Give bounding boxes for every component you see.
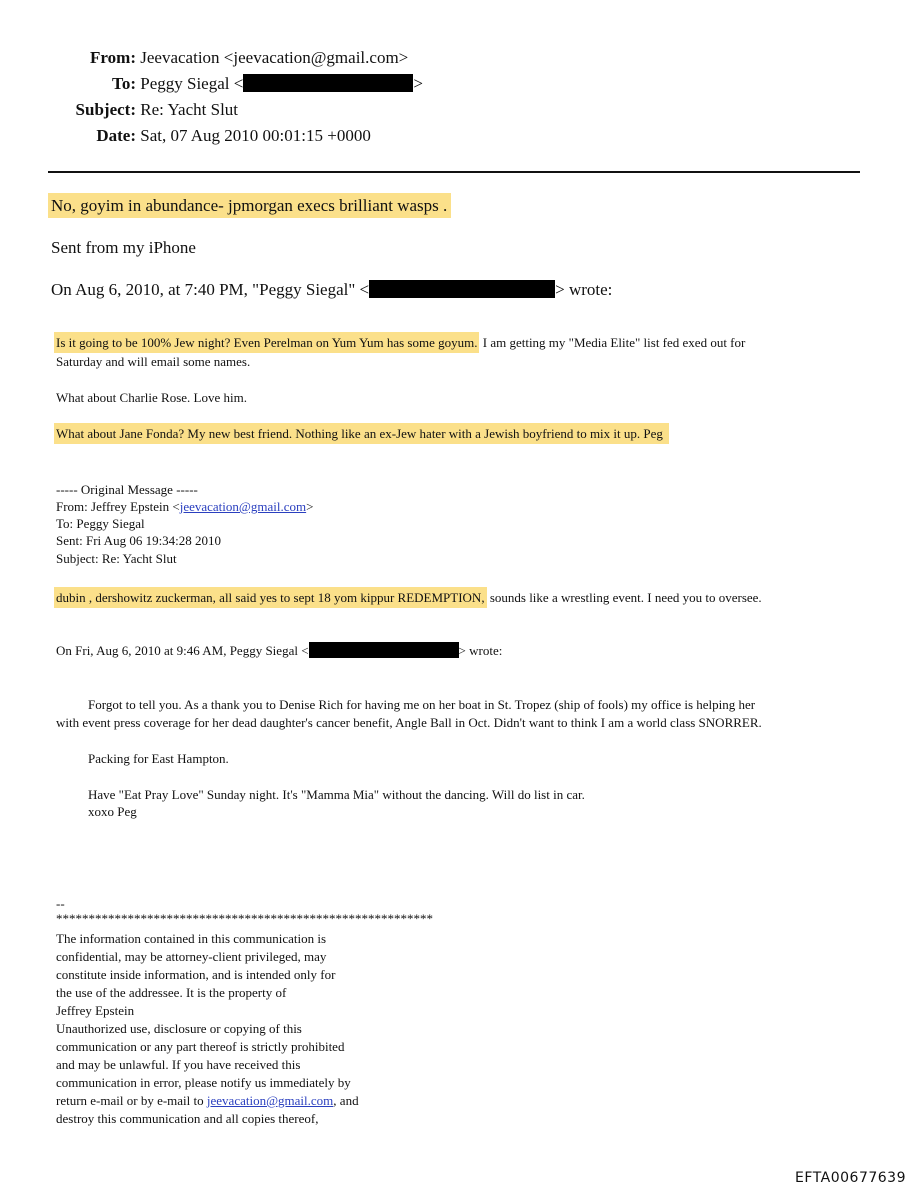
subject-value: Re: Yacht Slut	[140, 100, 239, 119]
disclaimer-text: return e-mail or by e-mail to	[56, 1093, 207, 1108]
to-label: To:	[112, 74, 136, 93]
original-from-email-link[interactable]: jeevacation@gmail.com	[179, 499, 307, 514]
to-close: >	[413, 74, 423, 93]
original-on-wrote: > wrote:	[458, 643, 503, 658]
redaction-bar	[309, 642, 459, 658]
header-from	[74, 48, 408, 68]
disclaimer-line: Unauthorized use, disclosure or copying of this	[56, 1021, 302, 1036]
date-label: Date:	[96, 126, 136, 145]
original-from	[56, 499, 313, 515]
from-label: From:	[90, 48, 136, 67]
header-subject	[56, 100, 238, 120]
peggy-p3	[54, 426, 669, 442]
original-from-text: From: Jeffrey Epstein <	[56, 499, 180, 514]
disclaimer-line: The information contained in this communication is	[56, 931, 327, 946]
original-subject: Subject: Re: Yacht Slut	[56, 551, 177, 566]
disclaimer-line: confidential, may be attorney-client privileged, may	[56, 949, 327, 964]
quoted-line-5: xoxo Peg	[88, 804, 137, 819]
header-rule	[48, 171, 860, 173]
peggy-p2: What about Charlie Rose. Love him.	[56, 390, 247, 405]
disclaimer-line: communication in error, please notify us immediately by	[56, 1075, 351, 1090]
from-value: Jeevacation <jeevacation@gmail.com>	[140, 48, 409, 67]
header-date	[74, 126, 371, 146]
document-stamp: EFTA00677639	[795, 1170, 906, 1186]
disclaimer-line: destroy this communication and all copies thereof,	[56, 1111, 319, 1126]
peggy-p1-highlight: Is it going to be 100% Jew night? Even Perelman on Yum Yum has some goyum.	[54, 332, 479, 353]
reply-line	[48, 196, 451, 216]
disclaimer	[56, 930, 359, 1128]
quoted-line-1: Forgot to tell you. As a thank you to Denise Rich for having me on her boat in St. Tropez (ship of fools) my office is helping her	[88, 697, 756, 712]
original-separator: ----- Original Message -----	[56, 482, 198, 497]
quoted-line-2: with event press coverage for her dead daughter's cancer benefit, Angle Ball in Oct. Didn't want to think I am a world class SNORRER.	[56, 715, 762, 730]
quote-intro	[51, 280, 612, 300]
disclaimer-text: , and	[333, 1093, 359, 1108]
original-on-line	[56, 642, 502, 659]
peggy-p1-line2: Saturday and will email some names.	[56, 354, 251, 369]
sent-from: Sent from my iPhone	[51, 238, 196, 257]
disclaimer-line: Jeffrey Epstein	[56, 1003, 135, 1018]
original-sent: Sent: Fri Aug 06 19:34:28 2010	[56, 533, 222, 548]
disclaimer-line	[56, 1092, 359, 1110]
peggy-p3-highlight: What about Jane Fonda? My new best friend. Nothing like an ex-Jew hater with a Jewish boyfriend to mix it up. Peg	[54, 423, 669, 444]
quote-intro-text: On Aug 6, 2010, at 7:40 PM, "Peggy Siegal" <	[51, 280, 370, 299]
original-to: To: Peggy Siegal	[56, 516, 145, 531]
disclaimer-line: communication or any part thereof is strictly prohibited	[56, 1039, 345, 1054]
peggy-p1	[54, 335, 745, 351]
disclaimer-email-link[interactable]: jeevacation@gmail.com	[206, 1093, 334, 1108]
original-from-close: >	[306, 499, 314, 514]
original-body-highlight: dubin , dershowitz zuckerman, all said yes to sept 18 yom kippur REDEMPTION,	[54, 587, 487, 608]
original-body-rest: sounds like a wrestling event. I need you to oversee.	[486, 590, 762, 605]
quoted-line-3: Packing for East Hampton.	[88, 751, 229, 766]
redaction-bar	[369, 280, 555, 298]
footer-dashes: --	[56, 896, 65, 911]
disclaimer-line: constitute inside information, and is intended only for	[56, 967, 336, 982]
disclaimer-line: the use of the addressee. It is the property of	[56, 985, 287, 1000]
to-value: Peggy Siegal <	[140, 74, 244, 93]
footer-stars: **********************************************************	[56, 911, 433, 926]
quote-intro-wrote: > wrote:	[555, 280, 613, 299]
original-body	[54, 590, 762, 606]
quoted-line-4: Have "Eat Pray Love" Sunday night. It's "Mamma Mia" without the dancing. Will do list in car.	[88, 787, 585, 802]
redaction-bar	[243, 74, 413, 92]
reply-highlight: No, goyim in abundance- jpmorgan execs brilliant wasps .	[48, 193, 451, 218]
peggy-p1-rest: I am getting my "Media Elite" list fed exed out for	[479, 335, 746, 350]
header-to	[74, 74, 423, 94]
date-value: Sat, 07 Aug 2010 00:01:15 +0000	[140, 126, 371, 145]
disclaimer-line: and may be unlawful. If you have received this	[56, 1057, 301, 1072]
original-on-text: On Fri, Aug 6, 2010 at 9:46 AM, Peggy Siegal <	[56, 643, 309, 658]
subject-label: Subject:	[75, 100, 136, 119]
